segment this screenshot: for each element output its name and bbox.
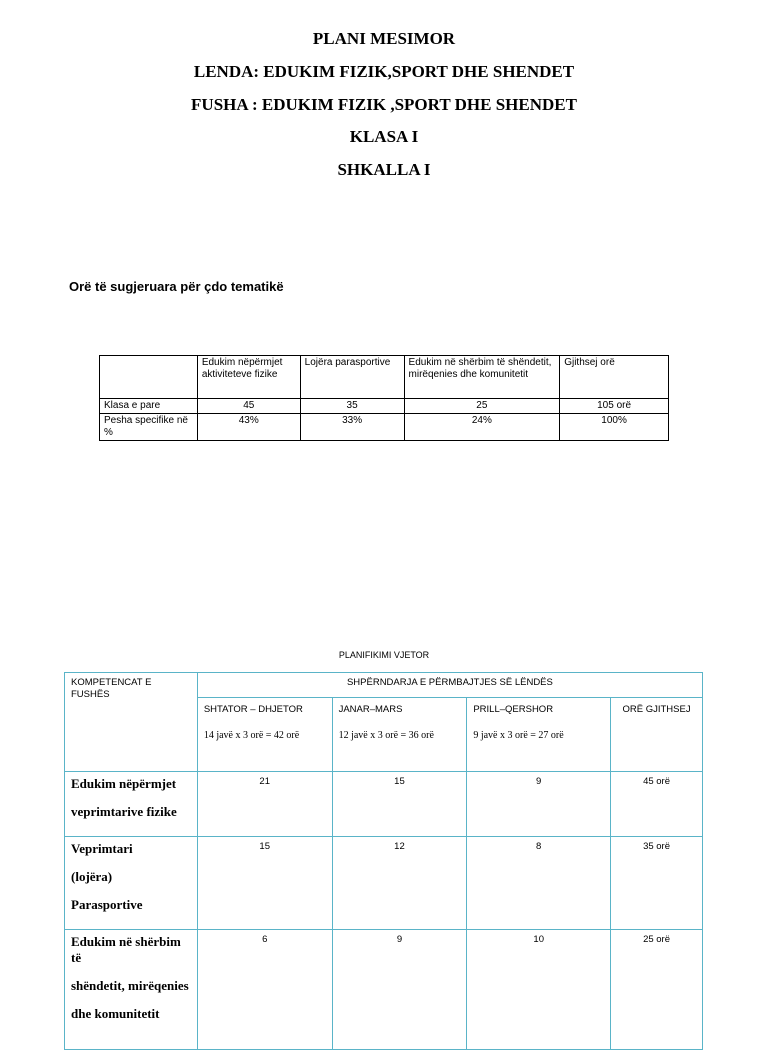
table-row	[100, 399, 669, 414]
table-cell: 25	[404, 399, 560, 414]
period-name: JANAR–MARS	[338, 704, 403, 715]
table-row	[100, 414, 669, 441]
table-header-cell: Edukim në shërbim të shëndetit, mirëqenies dhe komunitetit	[404, 356, 560, 399]
row-label: Pesha specifike në %	[100, 414, 198, 441]
table-header-cell: SHPËRNDARJA E PËRMBAJTJES SË LËNDËS	[197, 673, 702, 698]
period-name: PRILL–QERSHOR	[473, 704, 554, 715]
table-cell: 9	[332, 930, 467, 1050]
table-header-cell	[100, 356, 198, 399]
table-header-cell: KOMPETENCAT E FUSHËS	[65, 673, 198, 772]
suggested-hours-table	[99, 355, 669, 441]
level-line: SHKALLA I	[337, 160, 431, 179]
table-cell: 35	[300, 399, 404, 414]
annual-plan-caption: PLANIFIKIMI VJETOR	[338, 650, 430, 660]
table-cell: 15	[332, 772, 467, 837]
table-cell: 24%	[404, 414, 560, 441]
label-line: Edukim në shërbim të	[71, 934, 181, 965]
period-header	[332, 698, 467, 772]
table-header-cell: Gjithsej orë	[560, 356, 669, 399]
table-row	[65, 930, 703, 1050]
table-cell: 21	[197, 772, 332, 837]
table-cell: 105 orë	[560, 399, 669, 414]
table-cell: 10	[467, 930, 611, 1050]
subject-line: LENDA: EDUKIM FIZIK,SPORT DHE SHENDET	[193, 62, 575, 81]
table-cell: 6	[197, 930, 332, 1050]
table-cell: 35 orë	[611, 837, 703, 930]
field-line: FUSHA : EDUKIM FIZIK ,SPORT DHE SHENDET	[191, 95, 577, 114]
table-header-row	[100, 356, 669, 399]
period-header	[467, 698, 611, 772]
table-cell: 15	[197, 837, 332, 930]
table-cell: 45 orë	[611, 772, 703, 837]
table-cell: 33%	[300, 414, 404, 441]
table-header-cell: ORË GJITHSEJ	[611, 698, 703, 772]
table-cell: 12	[332, 837, 467, 930]
table-header-cell: Lojëra parasportive	[300, 356, 404, 399]
section-subtitle: Orë të sugjeruara për çdo tematikë	[69, 279, 284, 294]
table-cell: 45	[197, 399, 300, 414]
label-line: Veprimtari	[71, 841, 133, 856]
class-line: KLASA I	[349, 127, 419, 146]
table-cell: 25 orë	[611, 930, 703, 1050]
label-line: (lojëra)	[71, 869, 113, 884]
label-line: Edukim nëpërmjet	[71, 776, 177, 791]
label-line: Parasportive	[71, 897, 143, 912]
table-cell: 43%	[197, 414, 300, 441]
label-line: dhe komunitetit	[71, 1006, 160, 1021]
label-line: veprimtarive fizike	[71, 804, 177, 819]
period-header	[197, 698, 332, 772]
table-cell: 8	[467, 837, 611, 930]
table-header-row	[65, 673, 703, 698]
period-weeks: 14 javë x 3 orë = 42 orë	[203, 730, 300, 741]
period-name: SHTATOR – DHJETOR	[203, 704, 303, 715]
label-line: shëndetit, mirëqenies	[71, 978, 189, 993]
document-title: PLANI MESIMOR	[312, 29, 456, 48]
competence-label	[65, 837, 198, 930]
competence-label	[65, 930, 198, 1050]
table-cell: 100%	[560, 414, 669, 441]
table-header-cell: Edukim nëpërmjet aktiviteteve fizike	[197, 356, 300, 399]
table-row	[65, 837, 703, 930]
row-label: Klasa e pare	[100, 399, 198, 414]
table-cell: 9	[467, 772, 611, 837]
competence-label	[65, 772, 198, 837]
period-weeks: 9 javë x 3 orë = 27 orë	[473, 730, 564, 741]
period-weeks: 12 javë x 3 orë = 36 orë	[338, 730, 434, 741]
annual-plan-table	[64, 672, 703, 1050]
table-row	[65, 772, 703, 837]
